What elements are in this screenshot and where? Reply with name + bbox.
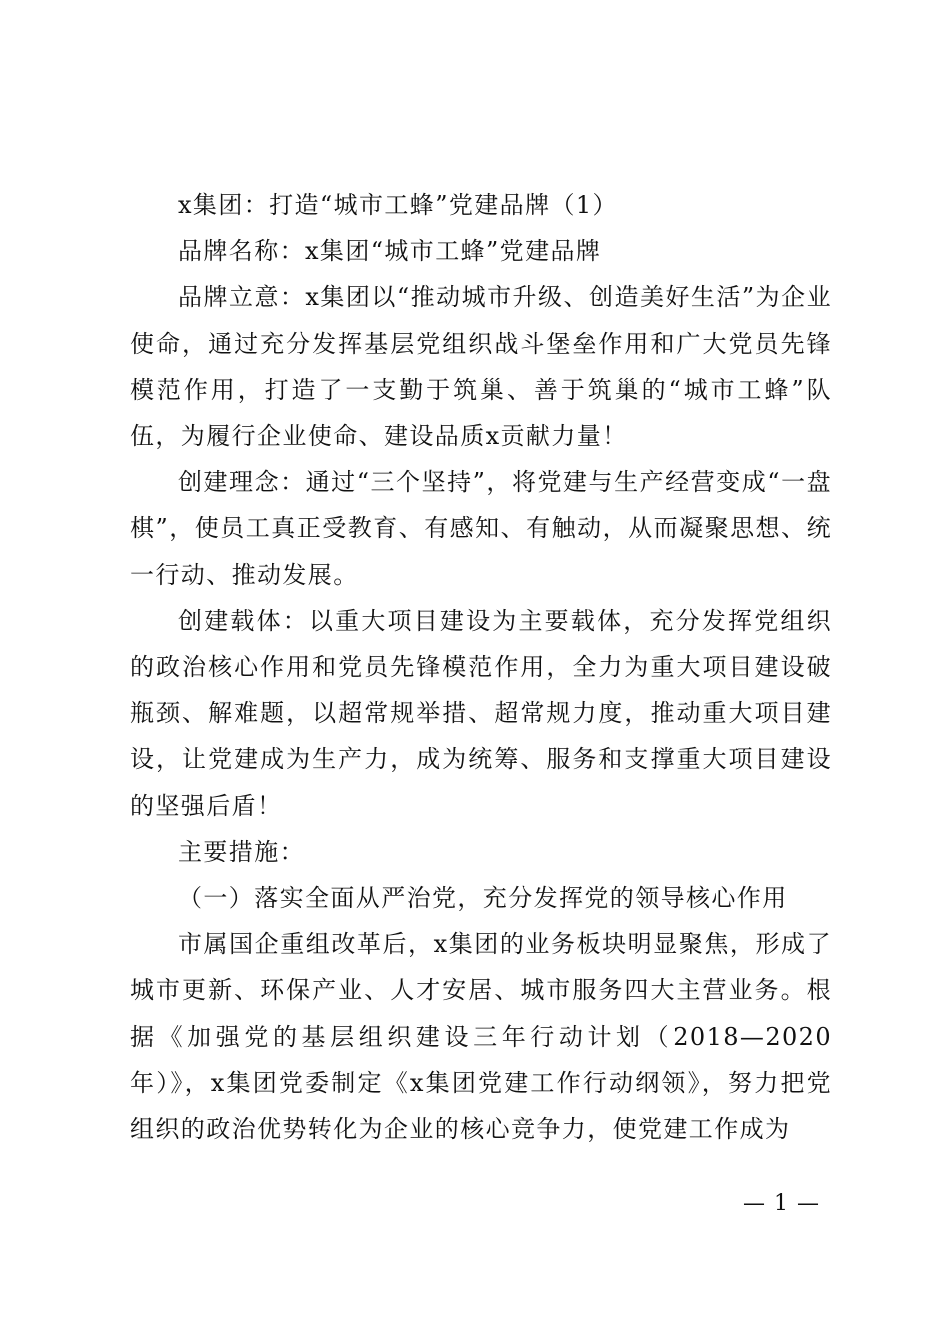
paragraph-brand-concept: 品牌立意：x集团以“推动城市升级、创造美好生活”为企业使命，通过充分发挥基层党组织战斗堡垒作用和广大党员先锋模范作用，打造了一支勤于筑巢、善于筑巢的“城市工蜂”队伍，为履行企业使命、建设品质x贡献力量！: [130, 283, 832, 451]
page-number: — 1 —: [743, 1191, 820, 1216]
paragraph-creation-carrier: 创建载体：以重大项目建设为主要载体，充分发挥党组织的政治核心作用和党员先锋模范作用，全力为重大项目建设破瓶颈、解难题，以超常规举措、超常规力度，推动重大项目建设，让党建成为生产力，成为统筹、服务和支撑重大项目建设的坚强后盾！: [130, 606, 832, 820]
paragraph-creation-idea: 创建理念：通过“三个坚持”，将党建与生产经营变成“一盘棋”，使员工真正受教育、有感知、有触动，从而凝聚思想、统一行动、推动发展。: [130, 468, 832, 589]
section-heading-1: （一）落实全面从严治党，充分发挥党的领导核心作用: [178, 884, 788, 913]
document-title: x集团：打造“城市工蜂”党建品牌（1）: [178, 191, 618, 219]
document-body: [130, 182, 832, 1152]
paragraph-main-measures: 主要措施：: [178, 837, 305, 866]
paragraph-reform: 市属国企重组改革后，x集团的业务板块明显聚焦，形成了城市更新、环保产业、人才安居、城市服务四大主营业务。根据《加强党的基层组织建设三年行动计划（2018—2020年）》，x集团党委制定《x集团党建工作行动纲领》，努力把党组织的政治优势转化为企业的核心竞争力，使党建工作成为: [130, 930, 832, 1144]
paragraph-brand-name: 品牌名称：x集团“城市工蜂”党建品牌: [178, 237, 602, 266]
